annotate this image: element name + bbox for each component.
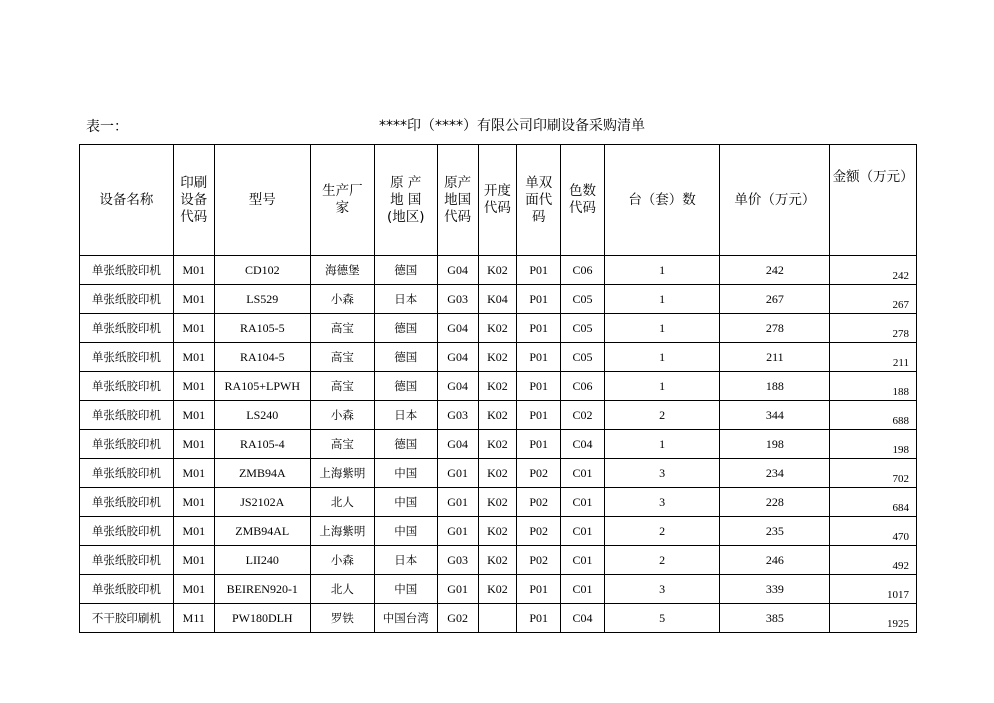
cell-color: C02 [561,401,604,430]
cell-origin-code: G04 [437,430,478,459]
cell-origin-code: G04 [437,256,478,285]
cell-model: BEIREN920-1 [214,575,310,604]
cell-qty: 2 [604,517,720,546]
cell-code: M01 [173,488,214,517]
cell-amount: 267 [830,285,917,314]
cell-maker: 高宝 [310,430,374,459]
table-row [80,372,917,401]
cell-maker: 高宝 [310,314,374,343]
equipment-table [79,144,917,633]
header-origin-code: 原产 地国 代码 [437,145,478,256]
header-origin: 原 产 地 国 (地区) [375,145,437,256]
cell-model: CD102 [214,256,310,285]
cell-size: K02 [478,517,516,546]
cell-origin: 德国 [375,343,437,372]
cell-qty: 1 [604,430,720,459]
cell-model: ZMB94AL [214,517,310,546]
cell-code: M01 [173,517,214,546]
table-row [80,430,917,459]
cell-size: K02 [478,488,516,517]
cell-origin: 日本 [375,285,437,314]
cell-price: 339 [720,575,830,604]
cell-color: C05 [561,314,604,343]
cell-color: C05 [561,343,604,372]
cell-side: P01 [517,372,561,401]
cell-name: 单张纸胶印机 [80,256,174,285]
cell-code: M01 [173,285,214,314]
cell-price: 198 [720,430,830,459]
cell-code: M01 [173,546,214,575]
cell-amount: 198 [830,430,917,459]
cell-price: 267 [720,285,830,314]
cell-amount: 702 [830,459,917,488]
cell-model: LS529 [214,285,310,314]
cell-color: C01 [561,459,604,488]
header-model: 型号 [214,145,310,256]
cell-origin: 中国台湾 [375,604,437,633]
cell-origin: 日本 [375,546,437,575]
table-row [80,604,917,633]
cell-qty: 5 [604,604,720,633]
cell-code: M01 [173,401,214,430]
cell-color: C05 [561,285,604,314]
cell-maker: 小森 [310,401,374,430]
cell-color: C01 [561,517,604,546]
cell-qty: 2 [604,401,720,430]
cell-side: P01 [517,401,561,430]
cell-origin-code: G04 [437,372,478,401]
cell-maker: 小森 [310,546,374,575]
cell-price: 235 [720,517,830,546]
cell-name: 单张纸胶印机 [80,430,174,459]
table-row [80,517,917,546]
cell-origin-code: G03 [437,546,478,575]
table-row [80,285,917,314]
cell-side: P01 [517,256,561,285]
cell-color: C04 [561,604,604,633]
cell-price: 242 [720,256,830,285]
cell-amount: 470 [830,517,917,546]
cell-qty: 1 [604,314,720,343]
cell-color: C06 [561,256,604,285]
cell-size: K02 [478,372,516,401]
cell-qty: 3 [604,459,720,488]
cell-side: P01 [517,430,561,459]
cell-color: C06 [561,372,604,401]
cell-origin: 德国 [375,372,437,401]
cell-qty: 2 [604,546,720,575]
table-row [80,488,917,517]
cell-maker: 上海紫明 [310,459,374,488]
table-row [80,343,917,372]
cell-side: P02 [517,488,561,517]
cell-side: P02 [517,459,561,488]
cell-code: M11 [173,604,214,633]
cell-maker: 北人 [310,488,374,517]
cell-code: M01 [173,372,214,401]
cell-price: 385 [720,604,830,633]
cell-maker: 北人 [310,575,374,604]
cell-code: M01 [173,430,214,459]
table-row [80,314,917,343]
cell-maker: 高宝 [310,343,374,372]
cell-origin-code: G03 [437,285,478,314]
cell-qty: 1 [604,343,720,372]
document-title: ****印（****）有限公司印刷设备采购清单 [379,118,645,134]
cell-size: K02 [478,575,516,604]
cell-maker: 上海紫明 [310,517,374,546]
cell-model: RA105-5 [214,314,310,343]
table-label: 表一： [86,119,128,135]
cell-amount: 684 [830,488,917,517]
table-row [80,459,917,488]
cell-maker: 高宝 [310,372,374,401]
cell-origin: 日本 [375,401,437,430]
table-row [80,401,917,430]
cell-side: P01 [517,285,561,314]
table-body [80,256,917,633]
header-amount: 金额（万元） [830,145,917,256]
cell-price: 344 [720,401,830,430]
cell-origin-code: G04 [437,343,478,372]
header-code: 印刷 设备 代码 [173,145,214,256]
cell-code: M01 [173,459,214,488]
cell-size: K04 [478,285,516,314]
cell-name: 单张纸胶印机 [80,343,174,372]
cell-price: 278 [720,314,830,343]
cell-color: C04 [561,430,604,459]
cell-size: K02 [478,546,516,575]
cell-price: 228 [720,488,830,517]
cell-price: 246 [720,546,830,575]
header-color-code: 色数 代码 [561,145,604,256]
cell-model: RA105-4 [214,430,310,459]
cell-origin: 中国 [375,459,437,488]
header-qty: 台（套）数 [604,145,720,256]
table-row [80,546,917,575]
cell-model: LS240 [214,401,310,430]
cell-size: K02 [478,256,516,285]
cell-side: P01 [517,604,561,633]
cell-model: LII240 [214,546,310,575]
cell-origin: 中国 [375,488,437,517]
cell-amount: 688 [830,401,917,430]
cell-color: C01 [561,488,604,517]
cell-name: 单张纸胶印机 [80,314,174,343]
cell-side: P02 [517,546,561,575]
cell-price: 188 [720,372,830,401]
cell-origin-code: G03 [437,401,478,430]
cell-name: 单张纸胶印机 [80,517,174,546]
cell-side: P01 [517,575,561,604]
cell-name: 单张纸胶印机 [80,401,174,430]
cell-origin-code: G01 [437,575,478,604]
cell-model: ZMB94A [214,459,310,488]
cell-color: C01 [561,575,604,604]
cell-name: 单张纸胶印机 [80,285,174,314]
cell-code: M01 [173,314,214,343]
cell-amount: 242 [830,256,917,285]
cell-name: 单张纸胶印机 [80,546,174,575]
cell-origin-code: G01 [437,459,478,488]
cell-origin-code: G01 [437,488,478,517]
table-header [80,145,917,256]
cell-maker: 小森 [310,285,374,314]
cell-maker: 罗铁 [310,604,374,633]
cell-origin: 德国 [375,314,437,343]
cell-amount: 1925 [830,604,917,633]
cell-size: K02 [478,459,516,488]
cell-model: RA104-5 [214,343,310,372]
cell-qty: 1 [604,285,720,314]
cell-code: M01 [173,343,214,372]
cell-origin-code: G04 [437,314,478,343]
cell-color: C01 [561,546,604,575]
cell-origin-code: G02 [437,604,478,633]
cell-origin: 德国 [375,256,437,285]
cell-amount: 492 [830,546,917,575]
cell-model: RA105+LPWH [214,372,310,401]
cell-size: K02 [478,343,516,372]
cell-amount: 188 [830,372,917,401]
cell-origin: 中国 [375,517,437,546]
cell-origin-code: G01 [437,517,478,546]
cell-origin: 德国 [375,430,437,459]
header-side-code: 单双 面代 码 [517,145,561,256]
table-row [80,256,917,285]
cell-name: 单张纸胶印机 [80,488,174,517]
cell-amount: 278 [830,314,917,343]
cell-side: P01 [517,343,561,372]
cell-name: 不干胶印刷机 [80,604,174,633]
cell-name: 单张纸胶印机 [80,459,174,488]
cell-qty: 3 [604,575,720,604]
header-maker: 生产厂 家 [310,145,374,256]
cell-model: PW180DLH [214,604,310,633]
cell-code: M01 [173,575,214,604]
cell-code: M01 [173,256,214,285]
cell-size: K02 [478,430,516,459]
cell-size [478,604,516,633]
header-unit-price: 单价（万元） [720,145,830,256]
cell-name: 单张纸胶印机 [80,575,174,604]
cell-qty: 1 [604,256,720,285]
header-name: 设备名称 [80,145,174,256]
cell-model: JS2102A [214,488,310,517]
cell-name: 单张纸胶印机 [80,372,174,401]
cell-side: P01 [517,314,561,343]
cell-qty: 3 [604,488,720,517]
cell-maker: 海德堡 [310,256,374,285]
cell-origin: 中国 [375,575,437,604]
cell-price: 234 [720,459,830,488]
cell-amount: 1017 [830,575,917,604]
cell-size: K02 [478,314,516,343]
cell-amount: 211 [830,343,917,372]
cell-price: 211 [720,343,830,372]
cell-size: K02 [478,401,516,430]
cell-qty: 1 [604,372,720,401]
table-row [80,575,917,604]
cell-side: P02 [517,517,561,546]
header-size-code: 开度 代码 [478,145,516,256]
